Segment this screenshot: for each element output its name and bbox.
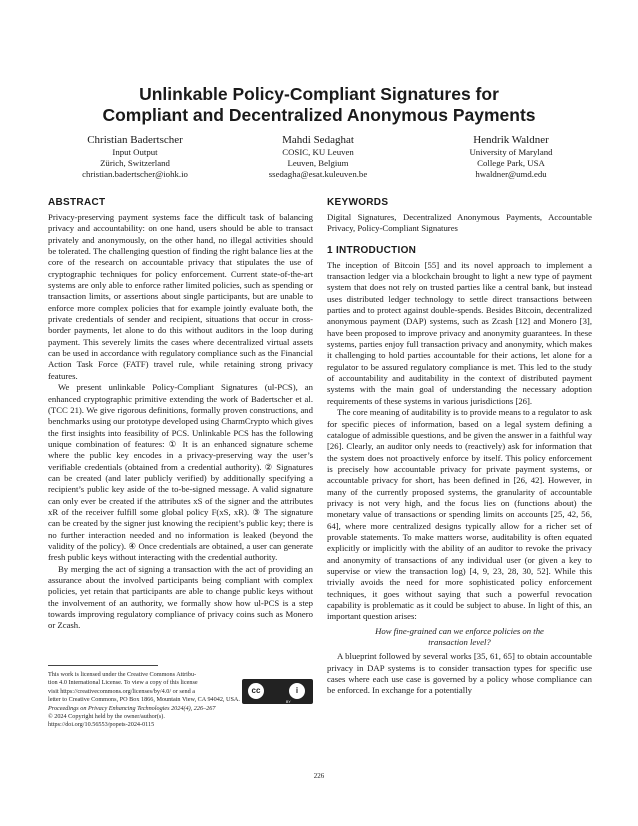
author-location: College Park, USA [477, 158, 545, 168]
abstract-paragraph-2: We present unlinkable Policy-Compliant Signatures (ul-PCS), an enhanced cryptographic primitive extending the work of Badertscher et al. (TCC 21). We give rigorous definitions, formally proven constructions, and benchmarks using our prototype developed using CharmCrypto which gives the first insights into feasibility of PCS. Unlinkable PCS has the following unique combination of features: ① It is an enhanced signature scheme where the public key encodes in a privacy-preserving way the user’s verifiable credentials (obtained from a credential authority). ② Signatures can be created (and later publicly verified) by additionally specifying a recipient’s public key aside of the to-be-signed message. A valid signature can only ever be created if the attributes xS of the signer and the attributes xR of the receiver fulfill some global policy F(xS, xR). ③ The signature can be created by the signer just knowing the recipient’s public key; there is no further interaction needed and no information is leaked (beyond the validity of the policy). ④ Once credentials are obtained, a user can generate fresh public keys without interacting with the credential authority. [48, 382, 313, 563]
attribution-person-icon: i [288, 682, 306, 700]
introduction-heading: 1 INTRODUCTION [327, 244, 417, 256]
cc-by-license-badge[interactable] [242, 679, 313, 704]
left-column [48, 196, 313, 632]
author-affiliation: Input Output [112, 147, 158, 157]
author-location: Leuven, Belgium [287, 158, 349, 168]
author-email[interactable]: ssedagha@esat.kuleuven.be [268, 169, 368, 179]
author-1 [35, 133, 235, 180]
author-2 [218, 133, 418, 180]
author-affiliation: COSIC, KU Leuven [282, 147, 354, 157]
author-name: Mahdi Sedaghat [282, 134, 354, 146]
intro-paragraph-1: The inception of Bitcoin [55] and its novel approach to implement a transaction ledger via a blockchain brought to light a new type of payment system that does not rely on trusted parties like a central bank, but instead uses distributed ledger technology to settle direct transactions between parties and to protect against double-spends. Besides Bitcoin, decentralized anonymous payment (DAP) systems, such as Zcash [12] and Monero [3], have been proposed to improve privacy and anonymity guarantees. In these systems, parties enjoy full transaction privacy and anonymity, which makes it challenging to hold parties accountable for their actions, let alone for a regulator to be assured regulatory compliance is met. This led to the study of accountability and auditability in the context of distributed payment systems with the main goal of understanding the necessary adoption requirements of these systems in various jurisdictions [26]. [327, 259, 592, 406]
abstract-heading: ABSTRACT [48, 197, 106, 208]
author-3 [411, 133, 611, 180]
footnote-copyright: © 2024 Copyright held by the owner/author(s). [48, 713, 165, 721]
title-line-1: Unlinkable Policy-Compliant Signatures for [139, 84, 499, 104]
author-block [40, 133, 598, 185]
title-line-2: Compliant and Decentralized Anonymous Payments [102, 104, 536, 125]
abstract-paragraph-1: Privacy-preserving payment systems face the difficult task of balancing privacy and accountability: on one hand, users should be able to transact privately and anonymously, on the other hand, no illegal activities should be tolerated. The challenging question of finding the right balance lies at the core of the research on accountable privacy that stipulates the use of cryptographic techniques for policy enforcement. Current state-of-the-art systems are only able to enforce rather limited policies, such as spending or transaction limits, or assertions about single participants, but are unable to enforce more complex policies that for example jointly evaluate both, the private credentials of sender and recipient, situations that occur in cross-border payments, let alone to do this without auditors in the loop during payment. This severely limits the cases where decentralized virtual assets can be used in accordance with regulatory compliance such as the Financial Action Task Force (FATF) travel rule, while retaining strong privacy features. [48, 212, 313, 381]
footnote-line: This work is licensed under the Creative Commons Attribu- [48, 671, 197, 678]
author-affiliation: University of Maryland [469, 147, 553, 157]
author-name: Christian Badertscher [87, 134, 183, 146]
research-question-line-2: transaction level? [428, 637, 491, 648]
abstract-paragraph-3: By merging the act of signing a transaction with the act of providing an assurance about the involved participants being compliant with complex policies, yet retain that participants are able to change public keys without the involvement of an authority, we formally show how ul-PCS is a step towards improving regulatory compliance of privacy coins such as Monero or Zcash. [48, 563, 313, 631]
page-number: 226 [313, 772, 325, 780]
research-question [337, 626, 582, 649]
right-column [327, 196, 592, 697]
intro-paragraph-3: A blueprint followed by several works [35, 61, 65] to obtain accountable privacy in DAP systems is to consider transaction types for specific use cases where each use case is governed by a policy whose compliance can be enforced. In exchange for a potentially [327, 651, 592, 696]
footnote-proceedings: Proceedings on Privacy Enhancing Technologies 2024(4), 226–267 [48, 704, 216, 712]
author-location: Zürich, Switzerland [100, 158, 170, 168]
paper-title [40, 84, 598, 125]
cc-icon: cc [247, 682, 265, 700]
footnote-rule [48, 665, 158, 666]
author-email[interactable]: hwaldner@umd.edu [475, 169, 547, 179]
keywords-text: Digital Signatures, Decentralized Anonymous Payments, Accountable Privacy, Policy-Compliant Signatures [327, 212, 592, 234]
license-footnote [48, 671, 238, 730]
research-question-line-1: How fine-grained can we enforce policies on the [375, 625, 544, 636]
footnote-doi[interactable]: https://doi.org/10.56553/popets-2024-0115 [48, 721, 155, 729]
footnote-line: tion 4.0 International License. To view a copy of this license [48, 679, 198, 687]
footnote-line[interactable]: visit https://creativecommons.org/licenses/by/4.0/ or send a [48, 687, 195, 695]
author-email[interactable]: christian.badertscher@iohk.io [82, 169, 188, 179]
badge-label: BY [286, 700, 291, 704]
intro-paragraph-2: The core meaning of auditability is to provide means to a regulator to ask for specific pieces of information, based on a legal system defining a catalogue of admissible questions, and be given the answer in a faithful way [26]. Clearly, an auditor only needs to (reactively) ask for information that the system does not proactively enforce by itself. This policy enforcement is precisely how accountable privacy for private payment systems, or accountable privacy for short, has been defined in [26, 42]. However, in many of the currently proposed systems, the granularity of accountable privacy is not very high, and the focus lies on (functions about) the monetary value of transactions or spending limits on accounts [25, 42, 56, 64], where more centralized designs typically allow for a richer set of provable statements. To make matters worse, auditability is often equated explicitly or implicitly with the ability of an auditor to revoke the privacy and anonymity of transactions of any individual user (or given a key to supervise or view the transaction log) [4, 9, 23, 28, 30, 52]. While this trivially avoids the need for more sophisticated policy enforcement techniques, it goes without saying that such a powerful revocation capability is problematic as it could be subject to abuse. In light of this, an important question arises: [327, 407, 593, 622]
author-name: Hendrik Waldner [473, 134, 549, 146]
footnote-line: letter to Creative Commons, PO Box 1866, Mountain View, CA 94042, USA. [48, 696, 240, 704]
keywords-heading: KEYWORDS [327, 197, 389, 208]
